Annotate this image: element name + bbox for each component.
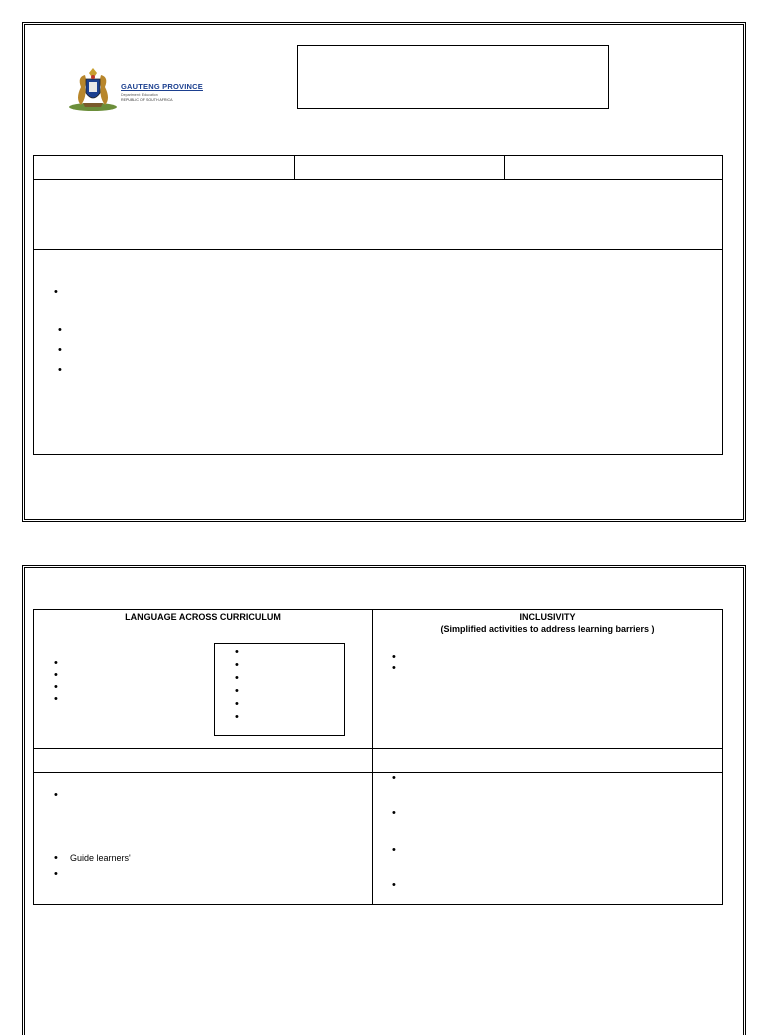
- row-divider: [34, 748, 722, 749]
- row-divider: [34, 249, 722, 250]
- bullet-icon: •: [392, 651, 396, 663]
- bullet-icon: •: [54, 657, 58, 669]
- bullet-icon: •: [235, 672, 239, 684]
- gauteng-logo: [67, 67, 207, 113]
- bullet-icon: •: [54, 789, 58, 801]
- inclusivity-header: INCLUSIVITY: [519, 612, 576, 622]
- lesson-plan-page-2: [22, 565, 746, 1035]
- language-inclusivity-table: [33, 609, 723, 905]
- inclusivity-subheader: (Simplified activities to address learning barriers ): [440, 624, 655, 634]
- bullet-icon: •: [54, 693, 58, 705]
- logo-title: GAUTENG PROVINCE: [121, 82, 203, 91]
- lesson-plan-page-1: [22, 22, 746, 522]
- guide-learners-text: Guide learners': [70, 853, 131, 863]
- coat-of-arms-icon: [67, 67, 119, 113]
- bullet-icon: •: [54, 852, 58, 864]
- bullet-icon: •: [54, 681, 58, 693]
- bullet-icon: •: [235, 685, 239, 697]
- bullet-icon: •: [235, 711, 239, 723]
- bullet-icon: •: [392, 772, 396, 784]
- language-across-curriculum-header: LANGUAGE ACROSS CURRICULUM: [125, 612, 281, 622]
- bullet-icon: •: [54, 868, 58, 880]
- bullet-icon: •: [235, 646, 239, 658]
- logo-department: Department: Education: [121, 93, 158, 97]
- column-divider: [372, 610, 373, 904]
- bullet-icon: •: [392, 844, 396, 856]
- bullet-icon: •: [392, 807, 396, 819]
- bullet-icon: •: [58, 364, 62, 376]
- bullet-icon: •: [392, 662, 396, 674]
- bullet-icon: •: [54, 669, 58, 681]
- column-divider: [294, 156, 295, 180]
- bullet-icon: •: [58, 344, 62, 356]
- bullet-icon: •: [235, 659, 239, 671]
- row-divider: [34, 179, 722, 180]
- title-box: [297, 45, 609, 109]
- column-divider: [504, 156, 505, 180]
- bullet-icon: •: [392, 879, 396, 891]
- logo-country: REPUBLIC OF SOUTH AFRICA: [121, 98, 173, 102]
- lesson-info-table: [33, 155, 723, 455]
- row-divider: [34, 772, 722, 773]
- bullet-icon: •: [54, 286, 58, 298]
- bullet-icon: •: [235, 698, 239, 710]
- vocabulary-box: [214, 643, 345, 736]
- bullet-icon: •: [58, 324, 62, 336]
